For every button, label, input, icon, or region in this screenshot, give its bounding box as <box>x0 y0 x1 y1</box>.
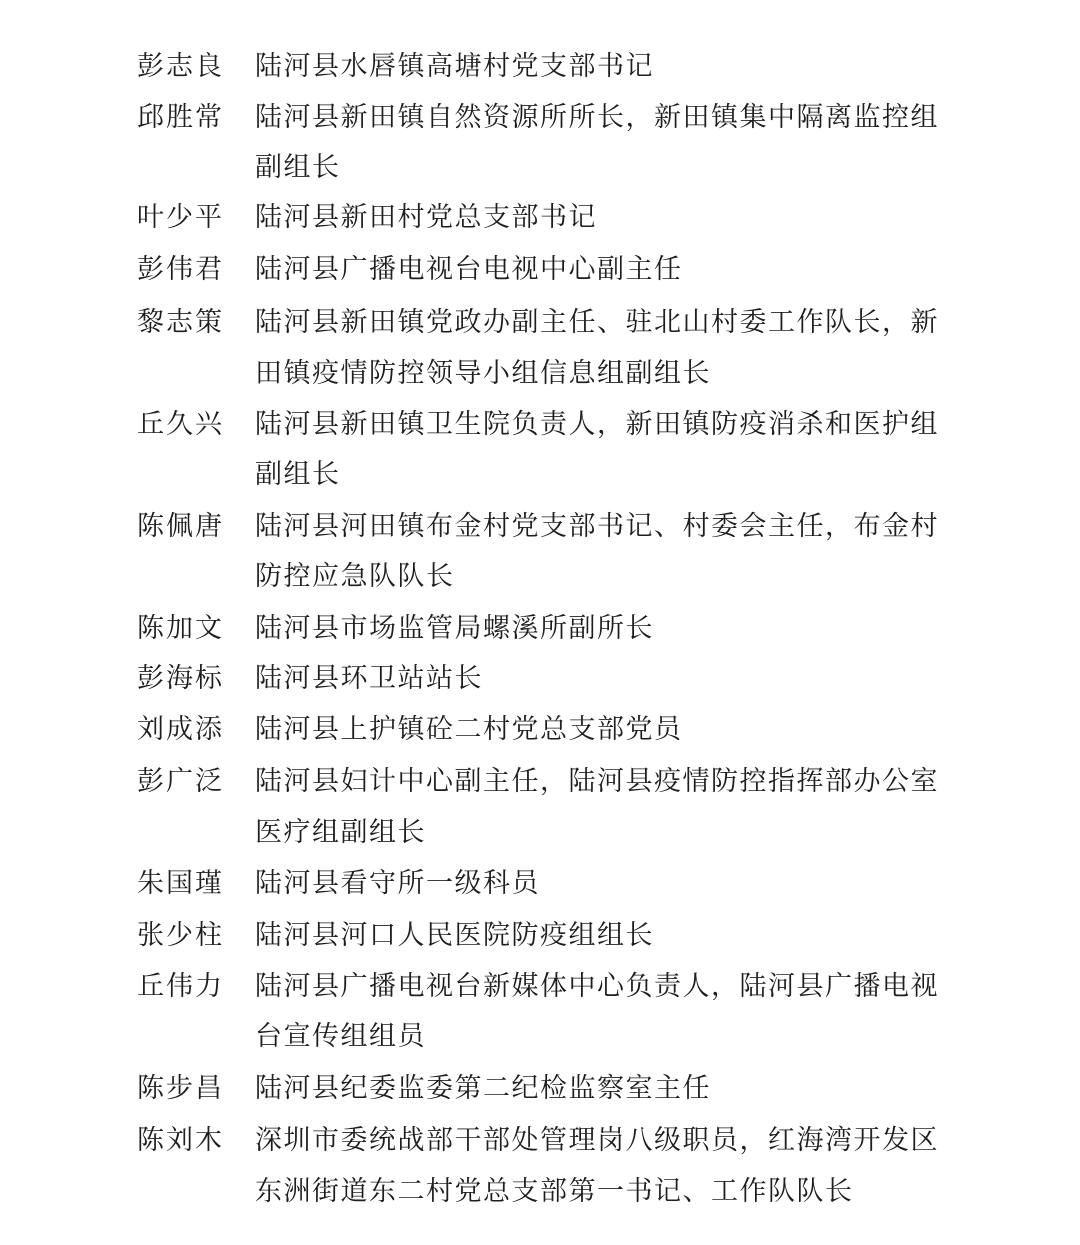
position-text-continued: 防控应急队队长 <box>255 561 455 592</box>
position-text: 陆河县河口人民医院防疫组组长 <box>255 920 654 951</box>
position-text: 陆河县新田村党总支部书记 <box>255 202 597 233</box>
position-text: 陆河县新田镇卫生院负责人，新田镇防疫消杀和医护组 <box>255 409 939 440</box>
person-name: 陈步昌 <box>137 1073 224 1104</box>
position-text: 陆河县广播电视台电视中心副主任 <box>255 254 683 285</box>
person-name: 叶少平 <box>137 202 224 233</box>
person-name: 丘伟力 <box>137 971 224 1002</box>
person-name: 刘成添 <box>137 714 224 745</box>
person-name: 朱国瑾 <box>137 868 224 899</box>
position-text: 陆河县环卫站站长 <box>255 663 483 694</box>
position-text-continued: 医疗组副组长 <box>255 817 426 848</box>
position-text: 深圳市委统战部干部处管理岗八级职员，红海湾开发区 <box>255 1125 939 1156</box>
position-text: 陆河县河田镇布金村党支部书记、村委会主任，布金村 <box>255 511 939 542</box>
position-text: 陆河县妇计中心副主任，陆河县疫情防控指挥部办公室 <box>255 766 939 797</box>
person-name: 黎志策 <box>137 307 224 338</box>
person-name: 陈佩唐 <box>137 511 224 542</box>
position-text: 陆河县上护镇砼二村党总支部党员 <box>255 714 683 745</box>
position-text: 陆河县市场监管局螺溪所副所长 <box>255 613 654 644</box>
person-name: 彭海标 <box>137 663 224 694</box>
position-text-continued: 台宣传组组员 <box>255 1021 426 1052</box>
person-name: 邱胜常 <box>137 102 224 133</box>
person-name: 陈刘木 <box>137 1125 224 1156</box>
position-text-continued: 副组长 <box>255 152 341 183</box>
position-text: 陆河县新田镇自然资源所所长，新田镇集中隔离监控组 <box>255 102 939 133</box>
position-text-continued: 东洲街道东二村党总支部第一书记、工作队队长 <box>255 1176 854 1207</box>
position-text: 陆河县水唇镇高塘村党支部书记 <box>255 51 654 82</box>
position-text: 陆河县新田镇党政办副主任、驻北山村委工作队长，新 <box>255 307 939 338</box>
position-text-continued: 副组长 <box>255 459 341 490</box>
position-text: 陆河县看守所一级科员 <box>255 868 540 899</box>
person-name: 彭广泛 <box>137 766 224 797</box>
position-text-continued: 田镇疫情防控领导小组信息组副组长 <box>255 358 711 389</box>
position-text: 陆河县纪委监委第二纪检监察室主任 <box>255 1073 711 1104</box>
person-name: 陈加文 <box>137 613 224 644</box>
person-name: 张少柱 <box>137 920 224 951</box>
position-text: 陆河县广播电视台新媒体中心负责人，陆河县广播电视 <box>255 971 939 1002</box>
person-name: 丘久兴 <box>137 409 224 440</box>
person-name: 彭志良 <box>137 51 224 82</box>
person-name: 彭伟君 <box>137 254 224 285</box>
